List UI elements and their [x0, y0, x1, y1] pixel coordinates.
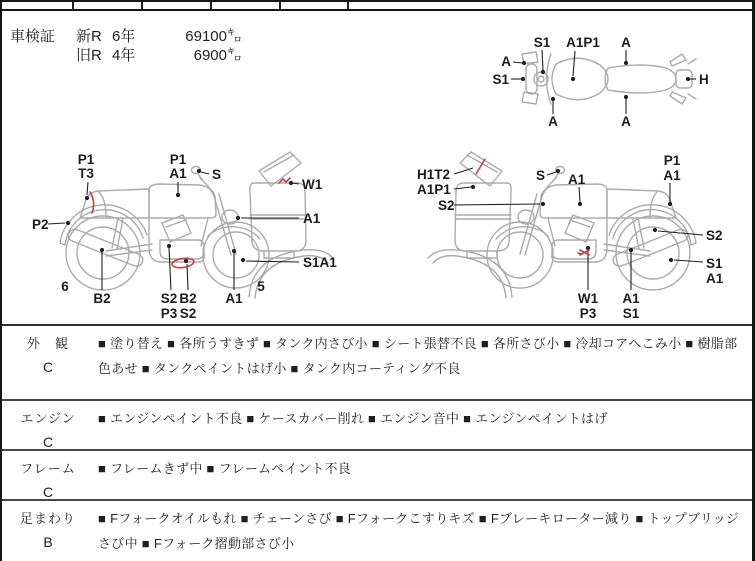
condition-row: [2, 399, 752, 449]
condition-part-label: 外 観: [26, 336, 69, 351]
diagram-label: W1: [302, 177, 323, 192]
leader-dot: [624, 95, 628, 99]
diagram-label: P3: [579, 306, 597, 321]
leader-line: [169, 248, 171, 290]
leader-line: [513, 62, 522, 63]
damage-mark: [90, 192, 94, 213]
condition-row: [2, 449, 752, 499]
leader-dot: [176, 193, 180, 197]
diagram-label: A1: [568, 172, 586, 187]
condition-items: ■ Fフォークオイルもれ ■ チェーンさび ■ Fフォークこすりキズ ■ Fブレーキローター減り ■ トップブリッジさび中 ■ Fフォーク摺動部さび小: [98, 511, 740, 551]
condition-part-label: 足まわり: [19, 511, 76, 526]
leader-dot: [551, 97, 555, 101]
condition-part-label: フレーム: [20, 461, 76, 476]
leader-line: [201, 172, 209, 174]
diagram-label: W1: [577, 291, 599, 306]
leader-dot: [66, 221, 70, 225]
diagram-label: S1: [492, 72, 509, 87]
motorcycle-top-view: [522, 52, 696, 104]
condition-table: [2, 324, 752, 561]
mileage-value: 6900㌔: [193, 47, 242, 64]
diagram-label: S1A1: [303, 255, 337, 270]
diagram-label: 5: [257, 279, 265, 294]
diagram-label: S2: [179, 306, 197, 321]
condition-part: [2, 451, 94, 499]
diagram-label: S: [536, 168, 546, 183]
leader-dot: [668, 202, 672, 206]
leader-line: [48, 223, 65, 224]
diagram-label: A: [548, 114, 558, 129]
diagram-label: S2: [438, 198, 455, 213]
leader-dot: [232, 249, 236, 253]
leader-dot: [653, 228, 657, 232]
year-value: 4年: [112, 47, 136, 64]
diagram-label: A1: [225, 291, 243, 306]
motorcycle-right-side-view: [60, 167, 269, 291]
leader-line: [187, 264, 188, 290]
diagram-label: P1: [663, 153, 681, 168]
condition-part-label: エンジン: [20, 411, 76, 426]
diagram-label: S2: [160, 291, 178, 306]
diagram-label: S1: [533, 35, 551, 50]
diagram-label: P3: [160, 306, 178, 321]
leader-dot: [686, 77, 690, 81]
inspection-title: 車検証: [10, 28, 56, 45]
motorcycle-left-side-view: [487, 167, 696, 291]
inspection-rows: [76, 27, 242, 65]
leader-dot: [521, 77, 525, 81]
damage-mark: [578, 250, 589, 255]
diagram-label: A1: [622, 291, 640, 306]
diagram-label: A1: [169, 166, 187, 181]
diagram-label: A1P1: [417, 182, 451, 197]
condition-grade: C: [42, 484, 54, 500]
diagram-label: S: [212, 167, 222, 182]
condition-grade: C: [42, 434, 54, 450]
leader-dot: [571, 77, 575, 81]
leader-dot: [629, 248, 633, 252]
condition-grade: C: [42, 359, 54, 375]
diagram-label: S2: [706, 228, 723, 243]
leader-dot: [184, 259, 188, 263]
leader-line: [573, 51, 575, 76]
diagram-label: B2: [93, 291, 111, 306]
diagram-label: A1P1: [566, 35, 600, 50]
condition-items: ■ 塗り替え ■ 各所うすきず ■ タンク内さび小 ■ シート張替不良 ■ 各所さび小 ■ 冷却コアへこみ小 ■ 樹脂部色あせ ■ タンクペイントはげ小 ■ タンク内コーティング不良: [98, 336, 738, 376]
vehicle-inspection-info: [10, 27, 242, 65]
leader-line: [542, 50, 543, 70]
condition-grade: B: [43, 534, 53, 550]
diagram-label: A1: [663, 168, 681, 183]
diagram-label: H: [699, 72, 709, 87]
diagram-annotations: [32, 35, 724, 321]
condition-part: [2, 401, 94, 449]
condition-part: [2, 326, 94, 399]
leader-dot: [541, 70, 545, 74]
year-value: 6年: [112, 28, 136, 45]
leader-dot: [522, 61, 526, 65]
leader-line: [246, 261, 299, 262]
leader-dot: [100, 248, 104, 252]
diagram-label: S1: [706, 256, 723, 271]
leader-line: [547, 172, 556, 175]
condition-items: ■ フレームきず中 ■ フレームペイント不良: [98, 461, 352, 476]
mileage-value: 69100㌔: [185, 28, 242, 45]
leader-dot: [624, 61, 628, 65]
diagram-label: T3: [78, 166, 94, 181]
leader-dot: [289, 181, 293, 185]
leader-dot: [556, 169, 560, 173]
diagram-label: 6: [61, 279, 69, 294]
leader-dot: [85, 196, 89, 200]
diagram-label: S1: [622, 306, 640, 321]
condition-row: [2, 499, 752, 561]
diagram-label: P1: [169, 152, 187, 167]
inspection-row: [76, 27, 242, 46]
inspection-row: [76, 46, 242, 65]
leader-dot: [669, 258, 673, 262]
leader-dot: [236, 216, 240, 220]
condition-part: [2, 501, 94, 561]
era-label: 旧R: [76, 47, 102, 64]
diagram-label: A1: [706, 271, 724, 286]
diagram-label: P2: [32, 217, 49, 232]
leader-line: [87, 182, 88, 195]
diagram-label: A: [501, 54, 511, 69]
leader-dot: [167, 244, 171, 248]
condition-row: [2, 324, 752, 399]
leader-dot: [471, 185, 475, 189]
leader-line: [658, 231, 703, 235]
leader-dot: [241, 258, 245, 262]
leader-line: [579, 187, 580, 202]
leader-dot: [578, 202, 582, 206]
leader-dot: [197, 169, 201, 173]
leader-dot: [541, 202, 545, 206]
diagram-label: A1: [303, 211, 321, 226]
leader-line: [454, 204, 540, 205]
diagram-label: P1: [77, 152, 95, 167]
condition-items: ■ エンジンペイント不良 ■ ケースカバー削れ ■ エンジン音中 ■ エンジンペイントはげ: [98, 411, 608, 426]
diagram-label: A: [621, 114, 631, 129]
diagram-label: B2: [179, 291, 197, 306]
era-label: 新R: [76, 28, 102, 45]
diagram-label: H1T2: [417, 167, 451, 182]
diagram-label: A: [621, 35, 631, 50]
